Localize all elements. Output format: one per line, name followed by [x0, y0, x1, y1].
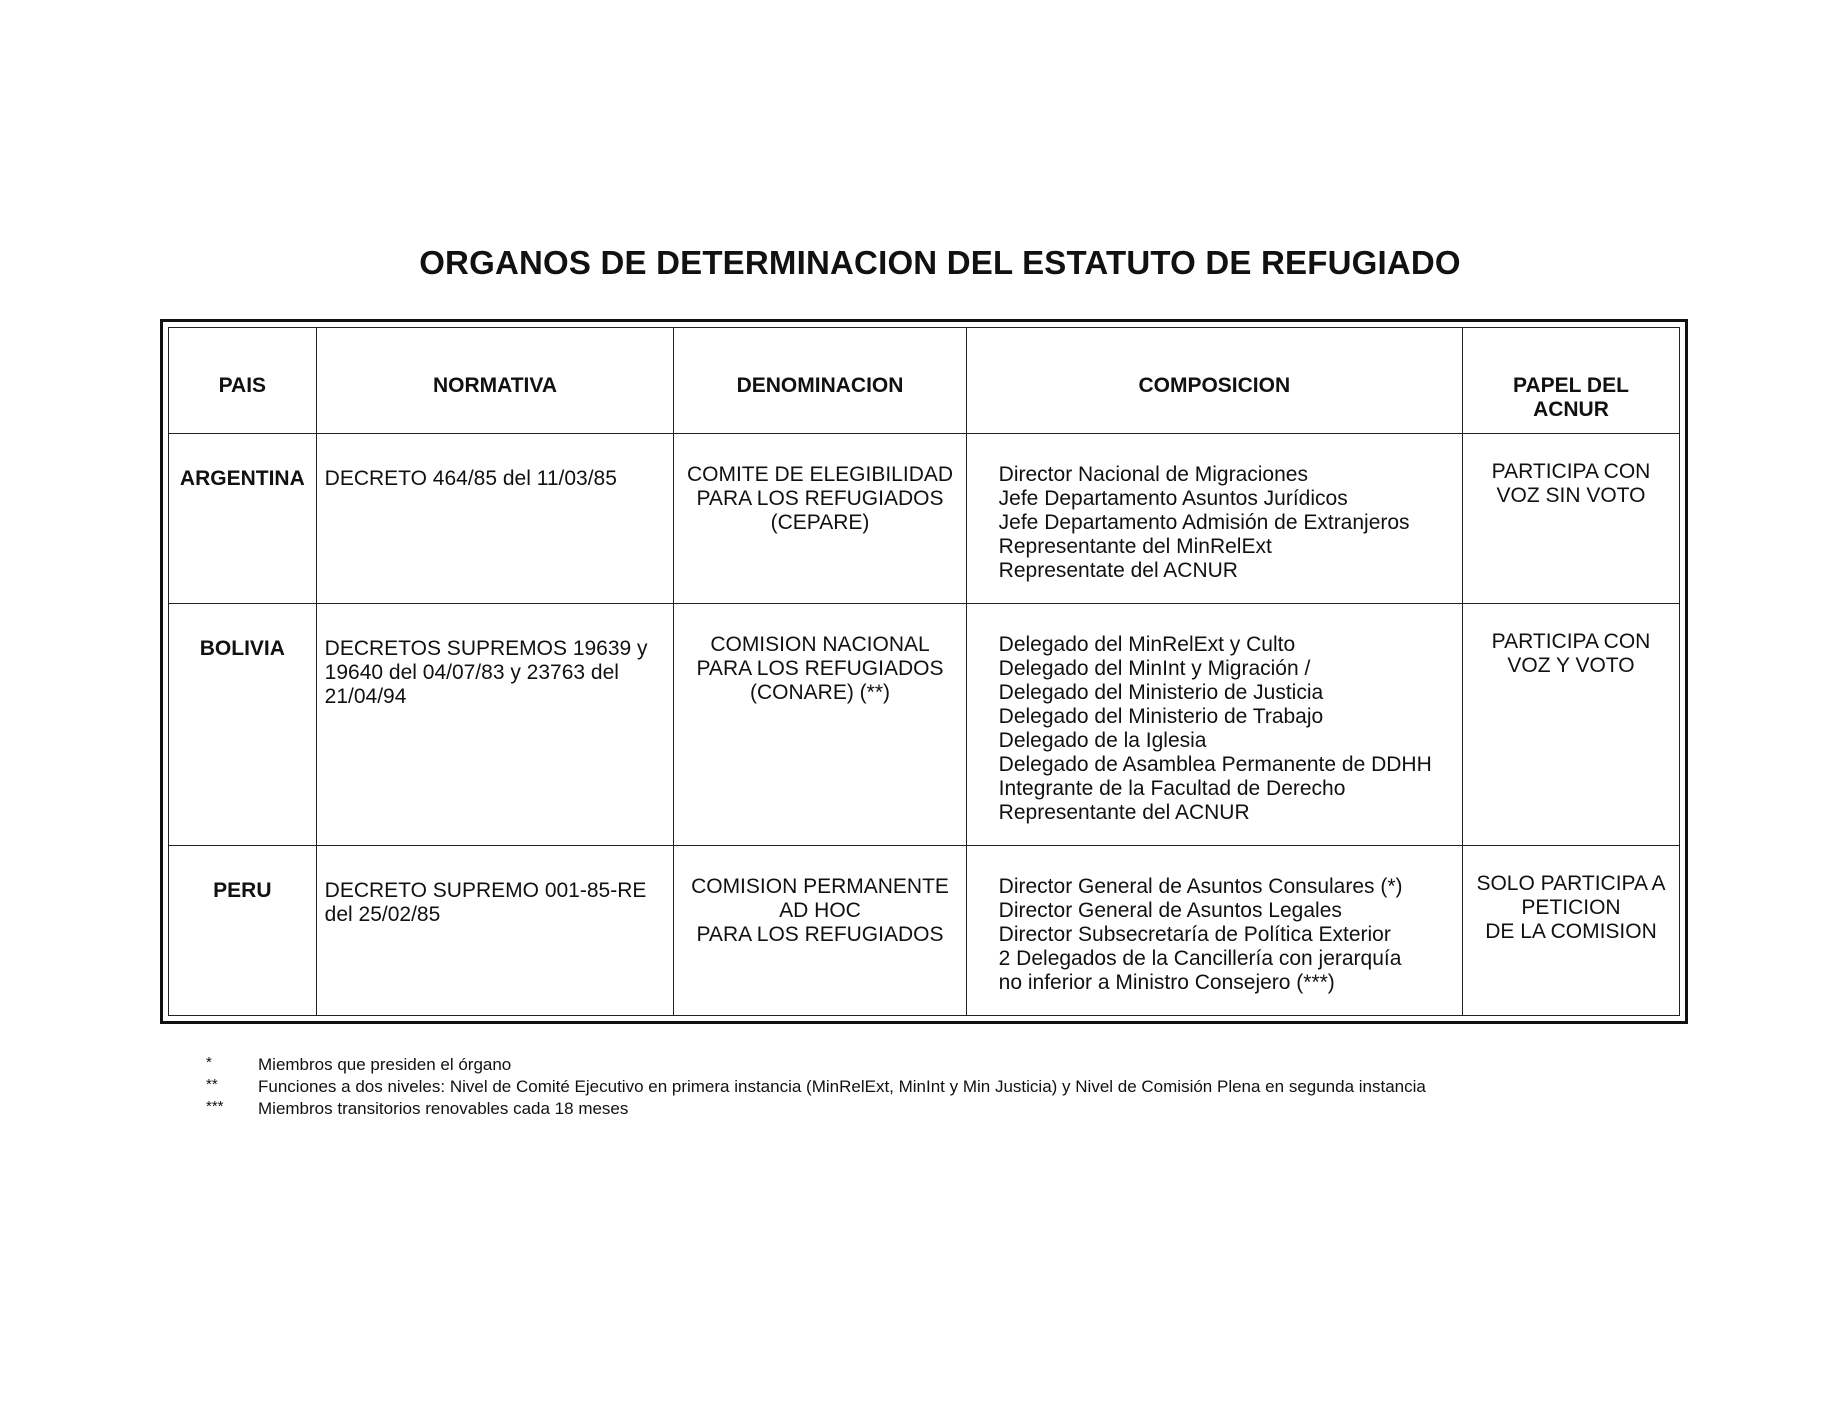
papel-line: PETICION [1521, 896, 1621, 919]
denominacion-line: (CONARE) (**) [750, 681, 890, 704]
composicion-line: 2 Delegados de la Cancillería con jerarquía [998, 947, 1402, 970]
denominacion-line: (CEPARE) [770, 511, 870, 534]
denominacion-line: PARA LOS REFUGIADOS [696, 657, 944, 680]
normativa-line: 19640 del 04/07/83 y 23763 del [324, 661, 619, 684]
cell-pais: ARGENTINA [169, 434, 317, 604]
footnote-text: Funciones a dos niveles: Nivel de Comité Ejecutivo en primera instancia (MinRelExt, MinInt y Min Justicia) y Nivel de Comisión Plena en segunda instancia [258, 1077, 1426, 1096]
cell-composicion [966, 846, 1462, 1016]
header-papel-acnur [1462, 328, 1679, 434]
table-row-argentina [169, 434, 1680, 604]
composicion-line: Director Nacional de Migraciones [998, 463, 1308, 486]
footnote-mark: ** [206, 1076, 218, 1093]
normativa-line: 21/04/94 [324, 685, 407, 708]
header-papel-line: ACNUR [1533, 398, 1609, 421]
papel-line: SOLO PARTICIPA A [1476, 872, 1666, 895]
footnote-text: Miembros transitorios renovables cada 18 meses [258, 1099, 629, 1118]
footnote-item [206, 1098, 1426, 1120]
cell-denominacion [674, 434, 966, 604]
cell-papel-acnur [1462, 434, 1679, 604]
cell-normativa [316, 604, 674, 846]
header-denominacion: DENOMINACION [674, 328, 966, 434]
composicion-line: no inferior a Ministro Consejero (***) [998, 971, 1335, 994]
header-papel-line: PAPEL DEL [1513, 374, 1629, 397]
footnote-mark: * [206, 1054, 212, 1071]
header-composicion: COMPOSICION [966, 328, 1462, 434]
denominacion-line: COMISION NACIONAL [710, 633, 930, 656]
composicion-line: Delegado del MinInt y Migración / [998, 657, 1311, 680]
composicion-line: Director General de Asuntos Legales [998, 899, 1342, 922]
cell-normativa [316, 846, 674, 1016]
composicion-line: Delegado de la Iglesia [998, 729, 1207, 752]
denominacion-line: PARA LOS REFUGIADOS [696, 487, 944, 510]
cell-normativa [316, 434, 674, 604]
normativa-line: del 25/02/85 [324, 903, 441, 926]
composicion-line: Director General de Asuntos Consulares (*) [998, 875, 1403, 898]
header-pais: PAIS [169, 328, 317, 434]
cell-composicion [966, 604, 1462, 846]
composicion-line: Delegado del MinRelExt y Culto [998, 633, 1296, 656]
footnotes [206, 1054, 1426, 1120]
composicion-line: Delegado de Asamblea Permanente de DDHH [998, 753, 1432, 776]
cell-denominacion [674, 604, 966, 846]
papel-line: PARTICIPA CON [1491, 460, 1651, 483]
composicion-line: Delegado del Ministerio de Trabajo [998, 705, 1324, 728]
composicion-line: Director Subsecretaría de Política Exterior [998, 923, 1391, 946]
papel-line: VOZ Y VOTO [1507, 654, 1635, 677]
footnote-text: Miembros que presiden el órgano [258, 1055, 512, 1074]
composicion-line: Representate del ACNUR [998, 559, 1238, 582]
normativa-line: DECRETO SUPREMO 001-85-RE [324, 879, 647, 902]
table-row-peru [169, 846, 1680, 1016]
footnote-item [206, 1076, 1426, 1098]
table-row-bolivia [169, 604, 1680, 846]
footnote-mark: *** [206, 1098, 224, 1115]
header-normativa: NORMATIVA [316, 328, 674, 434]
denominacion-line: PARA LOS REFUGIADOS [696, 923, 944, 946]
refugee-determination-table [168, 327, 1680, 1016]
cell-composicion [966, 434, 1462, 604]
cell-papel-acnur [1462, 846, 1679, 1016]
composicion-line: Integrante de la Facultad de Derecho [998, 777, 1346, 800]
footnote-item [206, 1054, 1426, 1076]
cell-pais: PERU [169, 846, 317, 1016]
denominacion-line: COMISION PERMANENTE [691, 875, 949, 898]
composicion-line: Representante del MinRelExt [998, 535, 1272, 558]
cell-denominacion [674, 846, 966, 1016]
denominacion-line: COMITE DE ELEGIBILIDAD [686, 463, 954, 486]
composicion-line: Delegado del Ministerio de Justicia [998, 681, 1324, 704]
table-frame [160, 319, 1688, 1024]
papel-line: VOZ SIN VOTO [1496, 484, 1646, 507]
page-title: ORGANOS DE DETERMINACION DEL ESTATUTO DE REFUGIADO [419, 244, 1461, 281]
papel-line: PARTICIPA CON [1491, 630, 1651, 653]
normativa-line: DECRETO 464/85 del 11/03/85 [324, 467, 617, 490]
composicion-line: Jefe Departamento Admisión de Extranjeros [998, 511, 1410, 534]
normativa-line: DECRETOS SUPREMOS 19639 y [324, 637, 648, 660]
cell-papel-acnur [1462, 604, 1679, 846]
composicion-line: Jefe Departamento Asuntos Jurídicos [998, 487, 1348, 510]
denominacion-line: AD HOC [779, 899, 861, 922]
table-header-row [169, 328, 1680, 434]
papel-line: DE LA COMISION [1485, 920, 1657, 943]
composicion-line: Representante del ACNUR [998, 801, 1250, 824]
cell-pais: BOLIVIA [169, 604, 317, 846]
